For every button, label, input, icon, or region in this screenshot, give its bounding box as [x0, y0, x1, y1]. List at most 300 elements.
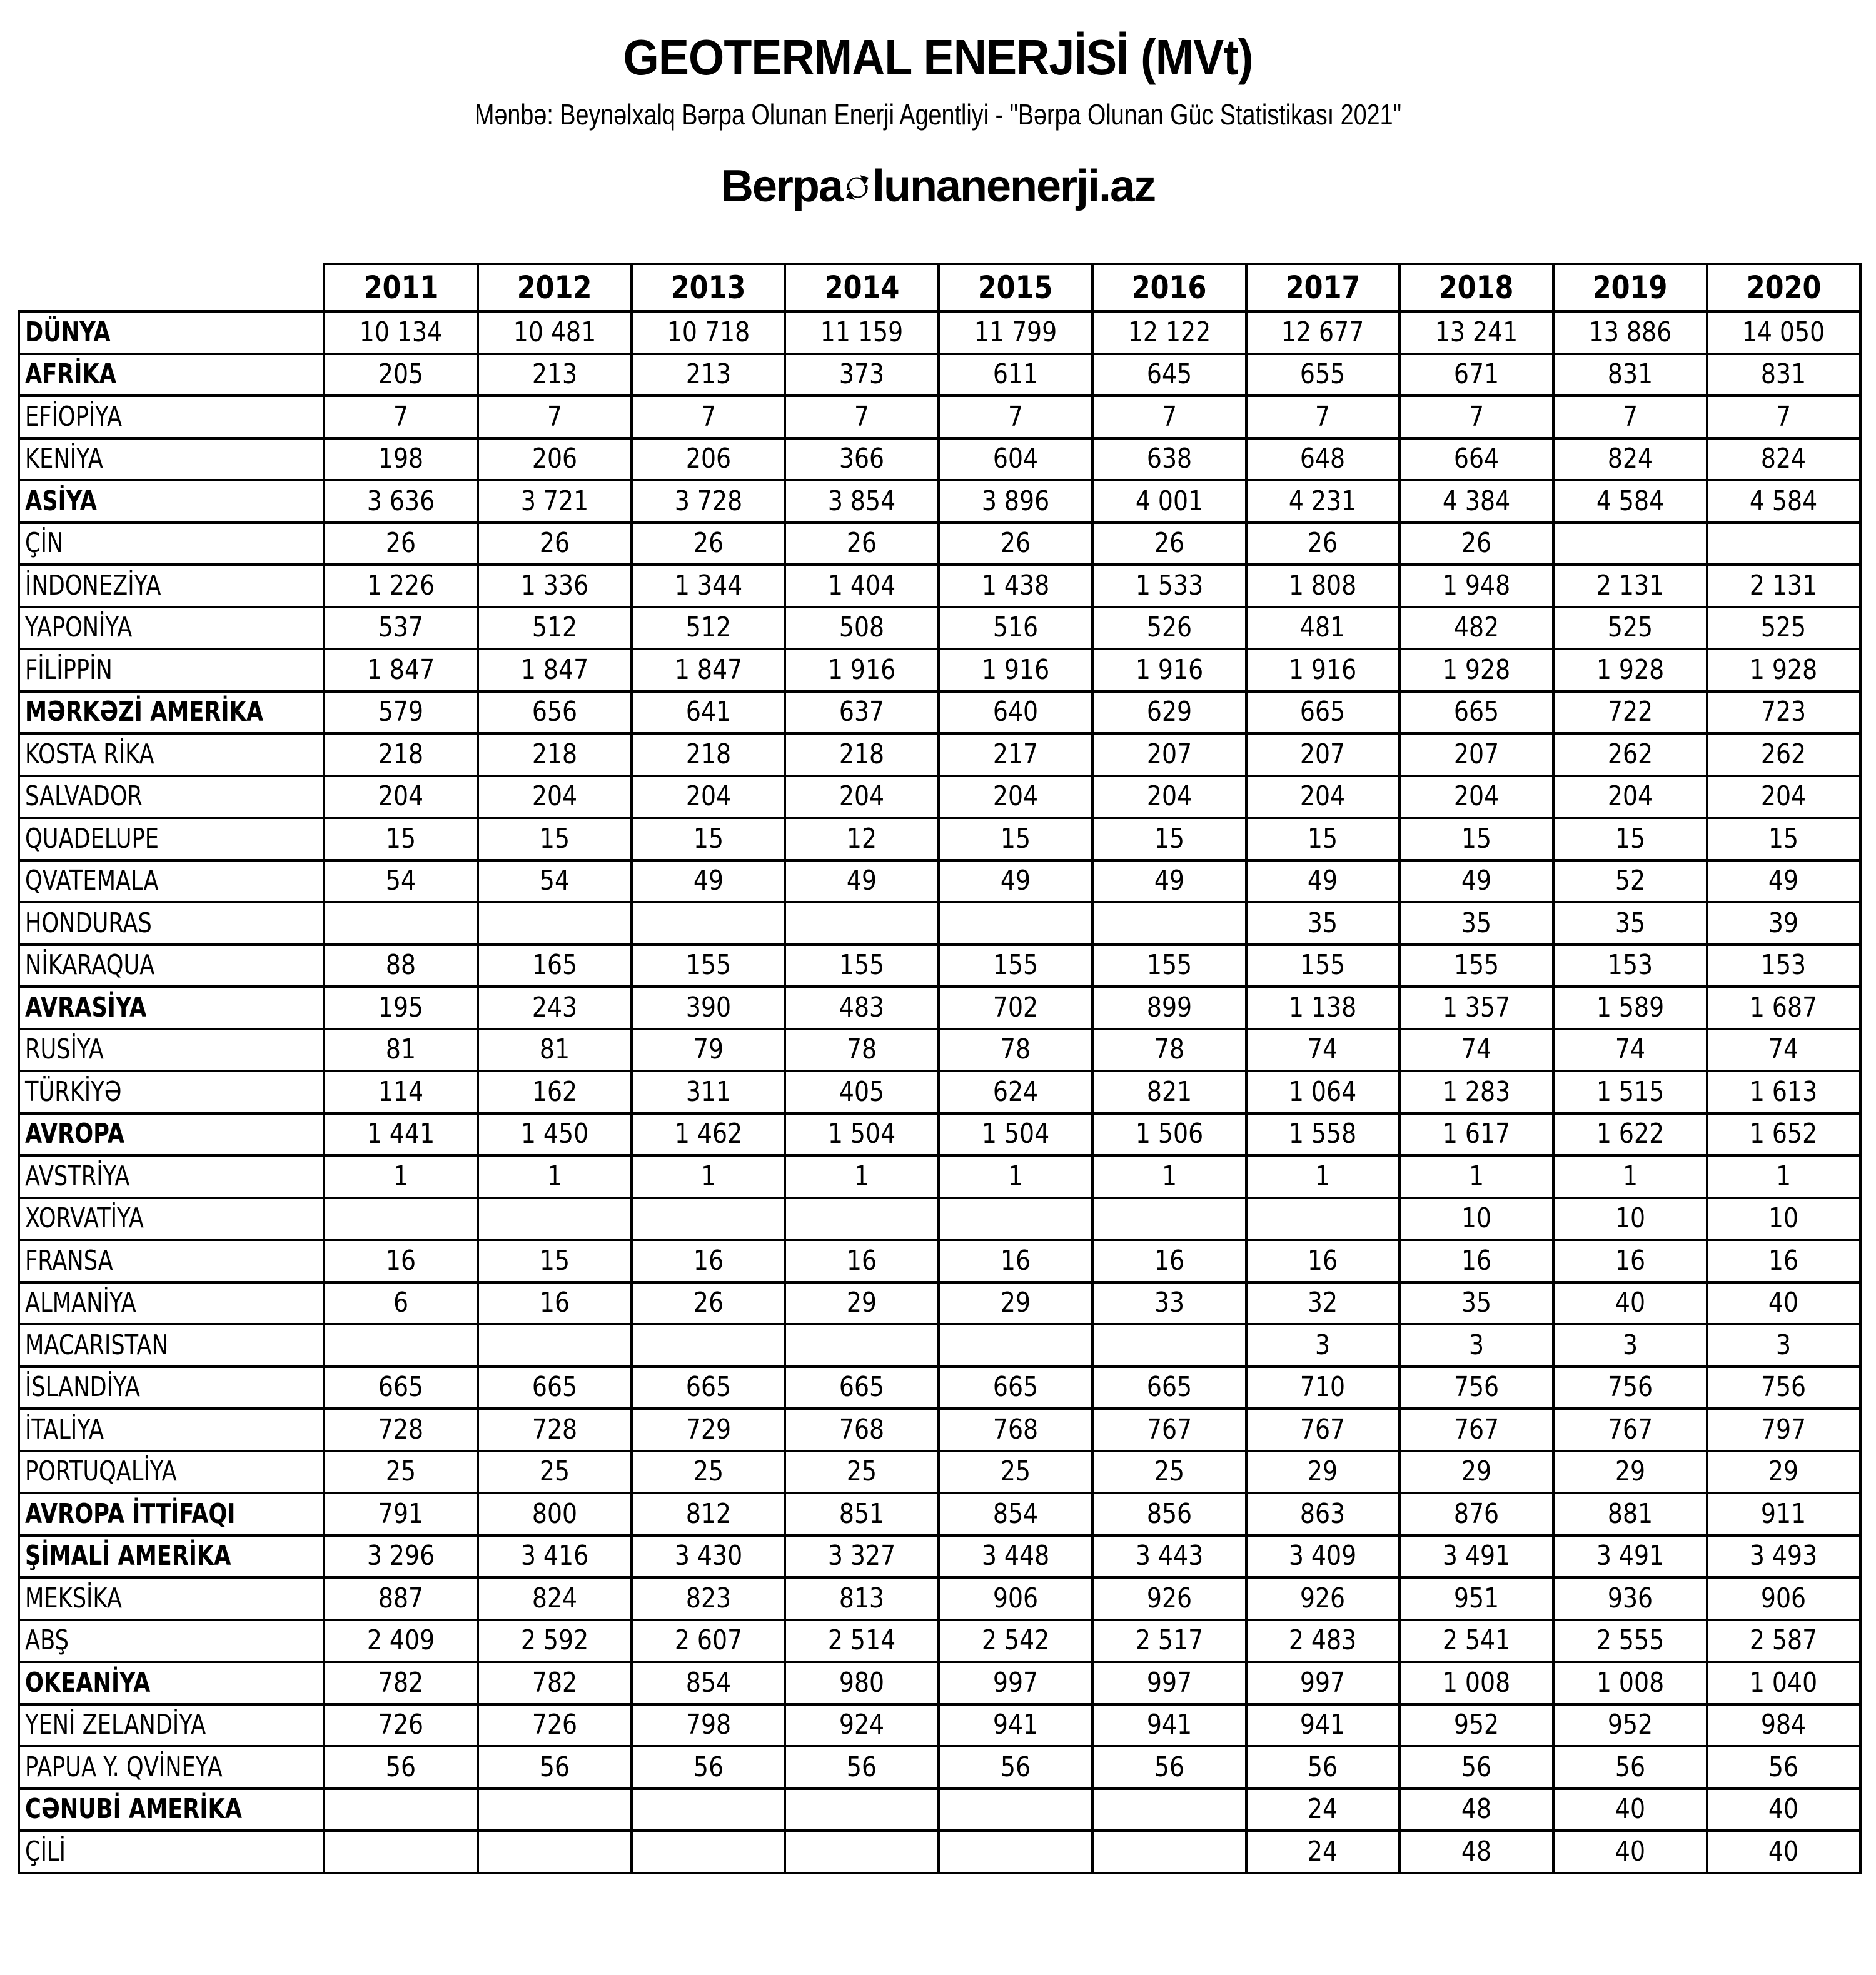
value-cell	[632, 649, 785, 691]
value-cell	[939, 649, 1092, 691]
cell-value: 952	[1453, 1709, 1500, 1741]
value-cell	[939, 1789, 1092, 1831]
value-cell	[478, 1451, 632, 1494]
value-cell	[324, 565, 478, 607]
value-cell	[1399, 987, 1553, 1029]
row-label-cell	[19, 1240, 324, 1282]
year-header	[1399, 264, 1553, 311]
value-cell	[1553, 1029, 1707, 1072]
value-cell	[1707, 987, 1861, 1029]
region-row	[19, 1113, 1860, 1156]
row-label: İSLANDİYA	[25, 1371, 140, 1404]
cell-value: 526	[1146, 611, 1192, 644]
value-cell	[632, 776, 785, 818]
cell-value: 7	[1622, 400, 1638, 433]
value-cell	[632, 818, 785, 860]
value-cell	[939, 1577, 1092, 1620]
cell-value: 1	[854, 1160, 870, 1192]
cell-value: 15	[386, 822, 416, 855]
cell-value: 26	[1461, 527, 1492, 560]
cell-value: 205	[378, 358, 424, 391]
value-cell	[1092, 818, 1246, 860]
cell-value: 3 493	[1750, 1540, 1818, 1572]
value-cell	[1092, 480, 1246, 523]
value-cell	[1246, 311, 1400, 354]
cell-value: 1 008	[1442, 1666, 1511, 1699]
cell-value: 49	[693, 865, 724, 897]
cell-value: 10 134	[360, 316, 443, 348]
year-header-label: 2015	[978, 269, 1053, 306]
value-cell	[1399, 1493, 1553, 1535]
cell-value: 56	[1154, 1751, 1184, 1783]
cell-value: 74	[1308, 1033, 1338, 1066]
cell-value: 3 416	[520, 1540, 589, 1572]
cell-value: 767	[1607, 1413, 1653, 1445]
cell-value: 2 409	[367, 1624, 435, 1657]
value-cell	[939, 396, 1092, 438]
value-cell	[785, 860, 939, 903]
cell-value: 262	[1761, 738, 1807, 770]
cell-value: 40	[1615, 1793, 1645, 1826]
value-cell	[1553, 1071, 1707, 1113]
row-label-cell	[19, 691, 324, 734]
value-cell	[1553, 438, 1707, 481]
value-cell	[1399, 396, 1553, 438]
value-cell	[939, 733, 1092, 776]
cell-value: 1	[547, 1160, 562, 1192]
value-cell	[1553, 1240, 1707, 1282]
cell-value: 3 636	[367, 485, 435, 517]
value-cell	[785, 1493, 939, 1535]
cell-value: 48	[1461, 1835, 1492, 1867]
value-cell	[1246, 1704, 1400, 1747]
cell-value: 49	[1768, 865, 1799, 897]
row-label-cell	[19, 818, 324, 860]
cell-value: 604	[992, 443, 1039, 475]
cell-value: 33	[1154, 1287, 1184, 1319]
cell-value: 13 886	[1588, 316, 1672, 348]
value-cell	[632, 1113, 785, 1156]
value-cell	[324, 354, 478, 396]
cell-value: 49	[1461, 865, 1492, 897]
cell-value: 15	[1000, 822, 1031, 855]
cell-value: 15	[539, 1244, 570, 1277]
row-label-cell	[19, 354, 324, 396]
region-row	[19, 1662, 1860, 1704]
cell-value: 12 677	[1281, 316, 1364, 348]
value-cell	[632, 438, 785, 481]
cell-value: 3 896	[981, 485, 1050, 517]
value-cell	[1553, 860, 1707, 903]
value-cell	[1399, 1367, 1553, 1409]
value-cell	[1246, 818, 1400, 860]
row-label-cell	[19, 565, 324, 607]
value-cell	[785, 733, 939, 776]
value-cell	[1707, 607, 1861, 650]
value-cell	[1399, 1620, 1553, 1662]
value-cell	[632, 1451, 785, 1494]
value-cell	[1553, 691, 1707, 734]
cell-value: 213	[532, 358, 578, 391]
cell-value: 823	[685, 1582, 731, 1614]
value-cell	[478, 565, 632, 607]
value-cell	[632, 523, 785, 565]
cell-value: 2 514	[828, 1624, 896, 1657]
value-cell	[632, 733, 785, 776]
value-cell	[632, 1155, 785, 1198]
cell-value: 155	[839, 949, 885, 982]
row-label-cell	[19, 987, 324, 1029]
value-cell	[478, 1493, 632, 1535]
value-cell	[1092, 1662, 1246, 1704]
cell-value: 1 622	[1596, 1118, 1664, 1150]
cell-value: 16	[1308, 1244, 1338, 1277]
value-cell	[1246, 945, 1400, 987]
country-row	[19, 1155, 1860, 1198]
cell-value: 665	[839, 1371, 885, 1404]
cell-value: 665	[1453, 696, 1500, 728]
year-header	[785, 264, 939, 311]
cell-value: 3 721	[520, 485, 589, 517]
cell-value: 824	[1761, 443, 1807, 475]
cell-value: 1 357	[1442, 991, 1511, 1023]
value-cell	[478, 1620, 632, 1662]
row-label-cell	[19, 1746, 324, 1789]
cell-value: 813	[839, 1582, 885, 1614]
cell-value: 941	[992, 1709, 1039, 1741]
row-label: AVROPA İTTİFAQI	[25, 1497, 236, 1530]
value-cell	[1246, 1409, 1400, 1451]
value-cell	[1553, 776, 1707, 818]
row-label: TÜRKİYƏ	[25, 1075, 122, 1108]
cell-value: 16	[386, 1244, 416, 1277]
value-cell	[632, 1789, 785, 1831]
region-row	[19, 691, 1860, 734]
country-row	[19, 1577, 1860, 1620]
value-cell	[1246, 607, 1400, 650]
cell-value: 980	[839, 1666, 885, 1699]
cell-value: 936	[1607, 1582, 1653, 1614]
value-cell	[939, 1367, 1092, 1409]
cell-value: 851	[839, 1497, 885, 1530]
year-header	[1553, 264, 1707, 311]
cell-value: 2 131	[1750, 569, 1818, 601]
cell-value: 1 336	[520, 569, 589, 601]
country-row	[19, 776, 1860, 818]
cell-value: 7	[700, 400, 716, 433]
cell-value: 25	[847, 1455, 877, 1488]
value-cell	[1399, 1451, 1553, 1494]
cell-value: 824	[1607, 443, 1653, 475]
value-cell	[324, 523, 478, 565]
cell-value: 79	[693, 1033, 724, 1066]
value-cell	[478, 1240, 632, 1282]
value-cell	[1707, 1662, 1861, 1704]
value-cell	[1399, 480, 1553, 523]
value-cell	[1553, 1282, 1707, 1325]
cell-value: 49	[847, 865, 877, 897]
value-cell	[1553, 1324, 1707, 1367]
header-row	[19, 264, 1860, 311]
row-label-cell	[19, 607, 324, 650]
value-cell	[1707, 1282, 1861, 1325]
cell-value: 25	[386, 1455, 416, 1488]
cell-value: 207	[1300, 738, 1346, 770]
value-cell	[478, 1409, 632, 1451]
value-cell	[324, 1282, 478, 1325]
cell-value: 1 928	[1596, 653, 1664, 686]
value-cell	[1707, 438, 1861, 481]
value-cell	[478, 1071, 632, 1113]
cell-value: 3 296	[367, 1540, 435, 1572]
value-cell	[785, 1409, 939, 1451]
value-cell	[1399, 1535, 1553, 1578]
value-cell	[939, 311, 1092, 354]
value-cell	[632, 1198, 785, 1240]
cell-value: 645	[1146, 358, 1192, 391]
country-row	[19, 1409, 1860, 1451]
cell-value: 1 506	[1135, 1118, 1203, 1150]
value-cell	[785, 1577, 939, 1620]
value-cell	[1553, 1662, 1707, 1704]
value-cell	[1399, 1746, 1553, 1789]
cell-value: 854	[992, 1497, 1039, 1530]
value-cell	[1399, 565, 1553, 607]
value-cell	[939, 1620, 1092, 1662]
row-label-cell	[19, 1367, 324, 1409]
value-cell	[1246, 354, 1400, 396]
cell-value: 207	[1453, 738, 1500, 770]
value-cell	[1092, 987, 1246, 1029]
year-header	[1707, 264, 1861, 311]
cell-value: 153	[1761, 949, 1807, 982]
cell-value: 16	[847, 1244, 877, 1277]
cell-value: 655	[1300, 358, 1346, 391]
value-cell	[1707, 396, 1861, 438]
value-cell	[478, 1282, 632, 1325]
value-cell	[785, 1451, 939, 1494]
cell-value: 218	[685, 738, 731, 770]
value-cell	[478, 1577, 632, 1620]
cell-value: 624	[992, 1075, 1039, 1108]
cell-value: 782	[532, 1666, 578, 1699]
cell-value: 702	[992, 991, 1039, 1023]
cell-value: 2 517	[1135, 1624, 1203, 1657]
value-cell	[1092, 1620, 1246, 1662]
country-row	[19, 1198, 1860, 1240]
value-cell	[1707, 945, 1861, 987]
value-cell	[785, 607, 939, 650]
value-cell	[939, 902, 1092, 945]
value-cell	[632, 1240, 785, 1282]
cell-value: 664	[1453, 443, 1500, 475]
cell-value: 1 504	[981, 1118, 1050, 1150]
cell-value: 665	[1146, 1371, 1192, 1404]
cell-value: 3 448	[981, 1540, 1050, 1572]
corner-cell	[19, 264, 324, 311]
cell-value: 911	[1761, 1497, 1807, 1530]
value-cell	[632, 1409, 785, 1451]
cell-value: 997	[992, 1666, 1039, 1699]
cell-value: 984	[1761, 1709, 1807, 1741]
value-cell	[478, 523, 632, 565]
value-cell	[1092, 691, 1246, 734]
year-header-label: 2018	[1439, 269, 1514, 306]
cell-value: 29	[1308, 1455, 1338, 1488]
cell-value: 2 607	[674, 1624, 742, 1657]
value-cell	[785, 1620, 939, 1662]
row-label: RUSİYA	[25, 1033, 104, 1066]
cell-value: 3	[1776, 1329, 1792, 1361]
cell-value: 512	[532, 611, 578, 644]
row-label: MEKSİKA	[25, 1582, 122, 1614]
value-cell	[1707, 733, 1861, 776]
source-subtitle: Mənbə: Beynəlxalq Bərpa Olunan Enerji Agentliyi - "Bərpa Olunan Güc Statistikası 2021"	[475, 98, 1401, 131]
cell-value: 1	[1776, 1160, 1792, 1192]
value-cell	[324, 1620, 478, 1662]
country-row	[19, 1620, 1860, 1662]
cell-value: 641	[685, 696, 731, 728]
cell-value: 756	[1453, 1371, 1500, 1404]
region-row	[19, 311, 1860, 354]
country-row	[19, 607, 1860, 650]
cell-value: 12 122	[1127, 316, 1211, 348]
value-cell	[939, 776, 1092, 818]
value-cell	[1092, 1282, 1246, 1325]
value-cell	[1246, 1113, 1400, 1156]
row-label: İNDONEZİYA	[25, 569, 161, 601]
country-row	[19, 902, 1860, 945]
row-label-cell	[19, 776, 324, 818]
row-label: FRANSA	[25, 1244, 113, 1277]
cell-value: 1	[1161, 1160, 1177, 1192]
country-row	[19, 945, 1860, 987]
cell-value: 15	[1154, 822, 1184, 855]
cell-value: 3 409	[1289, 1540, 1357, 1572]
country-row	[19, 1451, 1860, 1494]
cell-value: 25	[539, 1455, 570, 1488]
cell-value: 3 327	[828, 1540, 896, 1572]
cell-value: 629	[1146, 696, 1192, 728]
cell-value: 856	[1146, 1497, 1192, 1530]
value-cell	[1092, 1240, 1246, 1282]
cell-value: 508	[839, 611, 885, 644]
value-cell	[1246, 480, 1400, 523]
value-cell	[1707, 523, 1861, 565]
cell-value: 162	[532, 1075, 578, 1108]
value-cell	[1553, 945, 1707, 987]
cell-value: 81	[386, 1033, 416, 1066]
value-cell	[632, 1662, 785, 1704]
value-cell	[478, 1831, 632, 1873]
value-cell	[632, 396, 785, 438]
row-label-cell	[19, 438, 324, 481]
cell-value: 26	[847, 527, 877, 560]
cell-value: 3 728	[674, 485, 742, 517]
value-cell	[1092, 1029, 1246, 1072]
value-cell	[324, 776, 478, 818]
value-cell	[785, 523, 939, 565]
cell-value: 26	[693, 1287, 724, 1319]
value-cell	[1092, 1451, 1246, 1494]
cell-value: 16	[1461, 1244, 1492, 1277]
cell-value: 204	[1607, 780, 1653, 813]
value-cell	[1246, 565, 1400, 607]
value-cell	[324, 607, 478, 650]
cell-value: 16	[1615, 1244, 1645, 1277]
value-cell	[478, 818, 632, 860]
cell-value: 10 718	[667, 316, 750, 348]
value-cell	[1707, 1577, 1861, 1620]
row-label: PAPUA Y. QVİNEYA	[25, 1751, 223, 1783]
row-label: DÜNYA	[25, 316, 111, 348]
region-row	[19, 480, 1860, 523]
value-cell	[1246, 1451, 1400, 1494]
cell-value: 729	[685, 1413, 731, 1445]
value-cell	[324, 1155, 478, 1198]
value-cell	[478, 1198, 632, 1240]
cell-value: 11 159	[820, 316, 904, 348]
cell-value: 3 443	[1135, 1540, 1203, 1572]
cell-value: 3 491	[1596, 1540, 1664, 1572]
value-cell	[1707, 776, 1861, 818]
cell-value: 49	[1308, 865, 1338, 897]
value-cell	[1707, 480, 1861, 523]
value-cell	[1092, 649, 1246, 691]
cell-value: 25	[693, 1455, 724, 1488]
cell-value: 39	[1768, 907, 1799, 939]
value-cell	[632, 1831, 785, 1873]
cell-value: 1 613	[1750, 1075, 1818, 1108]
value-cell	[632, 1071, 785, 1113]
country-row	[19, 818, 1860, 860]
value-cell	[1246, 1577, 1400, 1620]
value-cell	[785, 1535, 939, 1578]
value-cell	[1399, 733, 1553, 776]
year-header-label: 2011	[363, 269, 439, 306]
cell-value: 824	[532, 1582, 578, 1614]
row-label-cell	[19, 1071, 324, 1113]
country-row	[19, 649, 1860, 691]
cell-value: 204	[1453, 780, 1500, 813]
value-cell	[1399, 691, 1553, 734]
recycle-arrows-icon	[844, 171, 871, 203]
value-cell	[478, 1789, 632, 1831]
cell-value: 390	[685, 991, 731, 1023]
cell-value: 74	[1461, 1033, 1492, 1066]
cell-value: 1 928	[1750, 653, 1818, 686]
cell-value: 16	[1000, 1244, 1031, 1277]
year-header	[1246, 264, 1400, 311]
cell-value: 756	[1607, 1371, 1653, 1404]
value-cell	[324, 649, 478, 691]
value-cell	[1707, 860, 1861, 903]
value-cell	[939, 1831, 1092, 1873]
cell-value: 54	[386, 865, 416, 897]
cell-value: 665	[532, 1371, 578, 1404]
cell-value: 1 916	[1135, 653, 1203, 686]
value-cell	[1092, 945, 1246, 987]
cell-value: 756	[1761, 1371, 1807, 1404]
cell-value: 56	[1615, 1751, 1645, 1783]
cell-value: 899	[1146, 991, 1192, 1023]
cell-value: 204	[992, 780, 1039, 813]
cell-value: 26	[1308, 527, 1338, 560]
value-cell	[1707, 649, 1861, 691]
row-label: XORVATİYA	[25, 1202, 144, 1235]
value-cell	[939, 945, 1092, 987]
row-label-cell	[19, 1409, 324, 1451]
